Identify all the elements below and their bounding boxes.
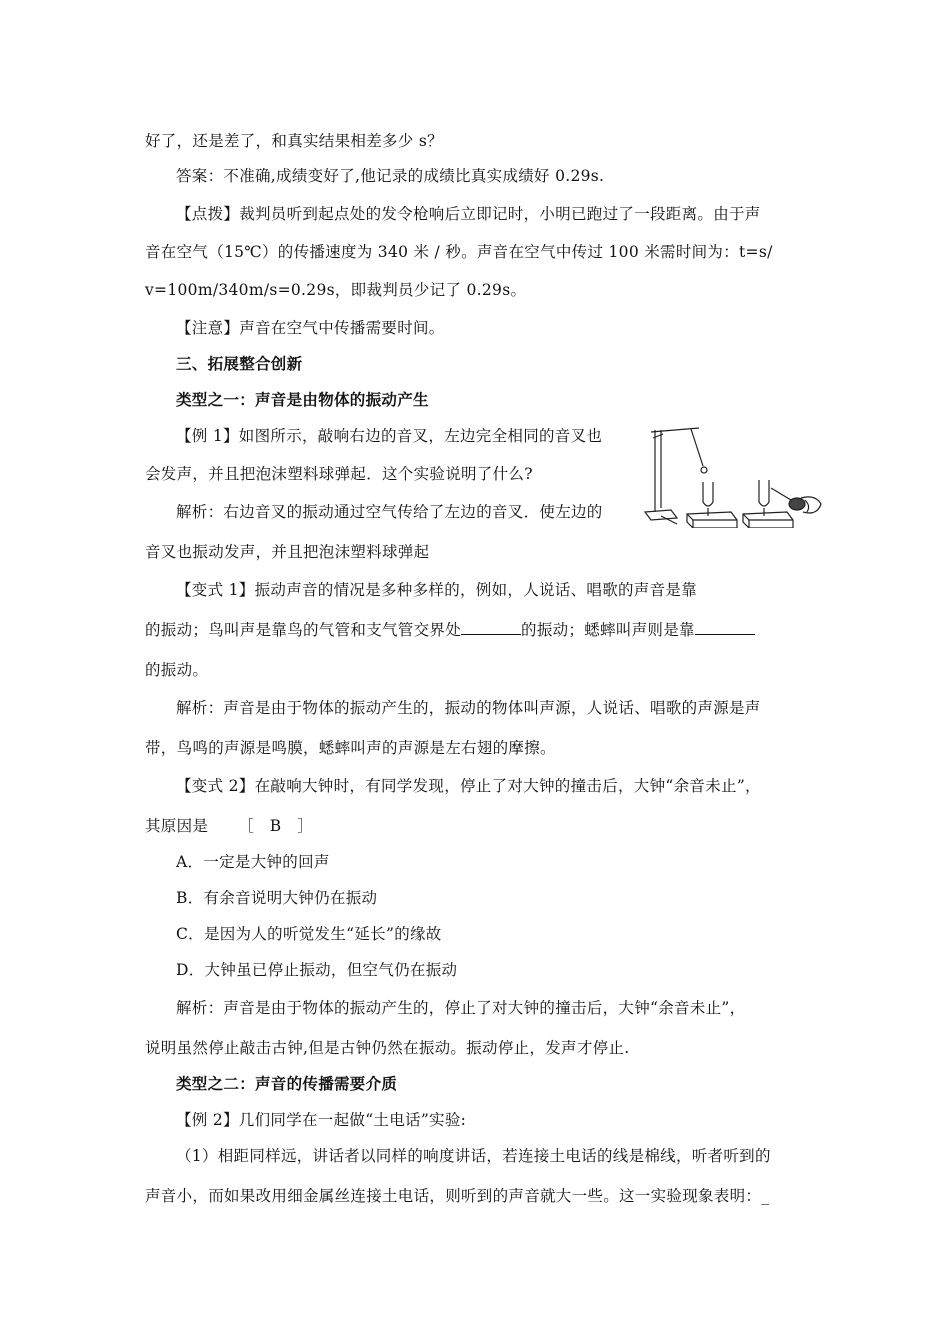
answer-line: 答案：不准确,成绩变好了,他记录的成绩比真实成绩好 0.29s. (176, 167, 605, 185)
answer-bracket: ［ B ］ (238, 817, 314, 835)
variant-line: 【变式 2】在敲响大钟时，有同学发现，停止了对大钟的撞击后，大钟“余音未止”， (176, 777, 761, 795)
text-line: 好了，还是差了，和真实结果相差多少 s？ (145, 132, 443, 150)
option-c: C．是因为人的听觉发生“延长”的缘故 (176, 925, 442, 943)
note-line: 【注意】声音在空气中传播需要时间。 (176, 319, 445, 337)
type-heading: 类型之一：声音是由物体的振动产生 (176, 390, 429, 409)
analysis-line: 解析：右边音叉的振动通过空气传给了左边的音叉．使左边的 (176, 503, 603, 521)
example-line: 会发声，并且把泡沫塑料球弹起．这个实验说明了什么? (145, 465, 533, 483)
example-line: （1）相距同样远，讲话者以同样的响度讲话，若连接土电话的线是棉线，听者听到的 (176, 1147, 771, 1165)
option-b: B．有余音说明大钟仍在振动 (176, 889, 378, 907)
analysis-line: 音叉也振动发声，并且把泡沫塑料球弹起 (145, 543, 430, 561)
section-heading: 三、拓展整合创新 (176, 354, 303, 373)
analysis-line: 带，鸟鸣的声源是鸣膜，蟋蟀叫声的声源是左右翅的摩擦。 (145, 739, 556, 757)
hint-line: 音在空气（15℃）的传播速度为 340 米 / 秒。声音在空气中传过 100 米需时间为：t=s/ (145, 243, 773, 261)
question-line (145, 816, 313, 836)
analysis-line: 说明虽然停止敲击古钟,但是古钟仍然在振动。振动停止，发声才停止. (145, 1039, 630, 1057)
variant-line: 【变式 1】振动声音的情况是多种多样的，例如，人说话、唱歌的声音是靠 (176, 581, 697, 599)
example-line (145, 1186, 769, 1206)
variant-line (145, 620, 755, 640)
example-line: 【例 1】如图所示，敲响右边的音叉，左边完全相同的音叉也 (176, 427, 603, 445)
option-d: D．大钟虽已停止振动，但空气仍在振动 (176, 961, 458, 979)
hint-line: v=100m/340m/s=0.29s，即裁判员少记了 0.29s。 (145, 281, 527, 299)
variant-line: 的振动。 (145, 661, 209, 679)
example-line: 【例 2】几们同学在一起做“土电话”实验: (176, 1111, 467, 1129)
analysis-line: 解析：声音是由于物体的振动产生的，振动的物体叫声源，人说话、唱歌的声源是声 (176, 699, 761, 717)
example-text: 声音小，而如果改用细金属丝连接土电话，则听到的声音就大一些。这一实验现象表明： (145, 1187, 762, 1205)
answer-blank[interactable] (461, 620, 521, 635)
answer-blank[interactable] (695, 620, 755, 635)
variant-text: 的振动；鸟叫声是靠鸟的气管和支气管交界处 (145, 621, 462, 639)
type-heading: 类型之二：声音的传播需要介质 (176, 1074, 398, 1093)
analysis-line: 解析：声音是由于物体的振动产生的，停止了对大钟的撞击后，大钟“余音未止”， (176, 999, 746, 1017)
question-text: 其原因是 (145, 817, 209, 835)
hint-line: 【点拨】裁判员听到起点处的发令枪响后立即记时，小明已跑过了一段距离。由于声 (176, 205, 761, 223)
option-a: A．一定是大钟的回声 (176, 853, 330, 871)
tuning-fork-figure (641, 420, 823, 528)
variant-text: 的振动；蟋蟀叫声则是靠 (521, 621, 695, 639)
answer-blank[interactable]: _ (761, 1187, 770, 1205)
